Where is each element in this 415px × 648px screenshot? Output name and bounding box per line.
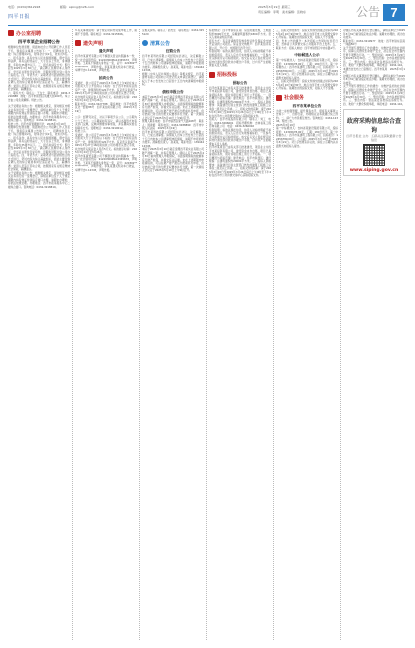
section-marker-icon bbox=[276, 95, 282, 101]
notice-body: 本通告自发布之日起施行。四平市某局 2025年3月19日 bbox=[343, 67, 405, 74]
notice-body: 管理人联系地址：四平市铁西区紫气大路168号 联系人：周律师 联系电话：0434-3288899 四平市中级人民法院 2025年3月19日 bbox=[142, 120, 204, 130]
notice-title: 遗失声明 bbox=[98, 49, 114, 53]
section-marker-icon bbox=[8, 30, 14, 36]
notice-body: 联系电话：0434-3219977 地址：四平市铁东区南一纬路56号 bbox=[343, 39, 405, 46]
notice bbox=[209, 29, 271, 68]
column-3 bbox=[142, 29, 204, 640]
notice-body: 为进一步加强管理，提升服务水平，现将有关事项公告如下：一、自即日起，办理相关业务须通过线上预约。二、请广大市民相互转告。咨询电话：0434-12345。特此公告。 bbox=[276, 109, 338, 123]
notice-title: 四平市某企业招聘公告 bbox=[18, 39, 60, 44]
notice bbox=[276, 104, 338, 149]
section-header bbox=[209, 71, 271, 79]
notice-body: 受委托，我公司定于2025年3月28日上午9时在本公司拍卖大厅公开拍卖以下标的：位于四平市铁东区的房产一处，建筑面积约120平方米。有意竞买者请于2025年3月27日16时前到我公司办理竞买登记手续，并交纳竞买保证金人民币5万元。标的展示时间：2025年3月24日至3月26日。 bbox=[75, 133, 137, 154]
notice-title: 债权申报公告 bbox=[162, 89, 184, 94]
column-divider bbox=[273, 29, 274, 640]
notice-body: 根据单位发展需要，现面向社会公开招聘工作人员若干名，现将有关事项公告如下：一、招聘岗位及人数：综合管理岗2名，财务会计岗1名，技术员3名。二、报名条件：具有中华人民共和国国籍，遵守宪法和法律，具有良好的品行，大专及以上学历，身体健康，年龄在35周岁以下。三、报名时间及方式：即日起至2025年3月30日止，请应聘人员携带本人身份证、学历证书原件及复印件、近期免冠照片到公司办公室报名。四、考试方式：采取笔试与面试相结合的方式进行，笔试内容为综合基础知识，面试主要考察应聘人员的综合素质和岗位适应能力。五、薪酬待遇：录用人员签订劳动合同，按照国家有关规定缴纳社会保险，薪酬面议。 bbox=[8, 46, 70, 91]
notice-body: 3.有关事项说明：请于规定时间内完成申报工作，逾期不予受理。联系电话：0434-3215566。 bbox=[75, 29, 137, 36]
column-5 bbox=[276, 29, 338, 640]
notice-body: 第一中标候选人：吉林省某建设集团有限公司，投标报价：12345678.00元，工期：180日历天。第二中标候选人：四平市某建筑工程有限公司，投标报价：12456789.00元。公示期：2025年3月19日至2025年3月21日。对公示结果有异议的，请在公示期内以书面形式向招标人提出。 bbox=[276, 127, 338, 148]
notice-body: 联系电话：0434-3227788 联系地址：四平市铁西区北一经街88号 四平某拍卖有限公司 2025年3月19日 bbox=[75, 102, 137, 113]
column-6 bbox=[343, 29, 405, 640]
notice bbox=[75, 76, 137, 114]
notice-body: 三、投标文件的递交：投标文件递交的截止时间为2025年4月10日9时30分，地点为四平市公共资源交易中心开标室。逾期送达的投标文件，招标人不予受理。 bbox=[276, 80, 338, 90]
ad-url: www.siping.gov.cn bbox=[349, 168, 399, 173]
notice bbox=[276, 53, 338, 91]
notice-body: 报名方式：有意者请携带有效身份证件及保证金交纳凭证到我公司报名。保证金交纳账户：四平某拍卖有限公司，开户行：中国银行四平分行。 bbox=[209, 39, 271, 50]
masthead-email: 邮箱：siping@126.com bbox=[60, 5, 95, 9]
section-header-label: 招标投标 bbox=[217, 72, 238, 78]
notice-title: 招标公告 bbox=[232, 80, 248, 85]
section-header bbox=[75, 39, 137, 47]
notice-title: 中标候选人公示 bbox=[294, 53, 320, 57]
section-header-label: 社会服务 bbox=[284, 95, 305, 101]
masthead-tel: 电话：(0434)3612918 bbox=[8, 5, 41, 9]
section-header-label: 清算公告 bbox=[150, 40, 171, 47]
section-header bbox=[8, 29, 70, 37]
column-divider bbox=[206, 29, 207, 640]
notice-body: 对辖区内有关事项进行登记确认，请相关单位于2025年3月31日前到指定地点办理。逾期未办理的，视为自动放弃。 bbox=[343, 74, 405, 85]
notice-body: 对辖区内有关事项进行登记确认，请相关单位于2025年3月31日前到指定地点办理。逾期未办理的，视为自动放弃。 bbox=[343, 29, 405, 39]
masthead bbox=[8, 5, 408, 23]
column-divider bbox=[139, 29, 140, 640]
notice-body: 招标人：四平市某投资有限公司 联系人：刘工 电话：0434-3266001 招标代理机构：吉林省某工程咨询有限公司 电话：0434-3266002 bbox=[209, 118, 271, 128]
notice bbox=[276, 29, 338, 50]
qr-code-icon bbox=[363, 144, 385, 166]
notice-body: 四平市某科技有限公司经股东会决议，决定解散公司，已成立清算组。请债权人自本公告发布之日起四十五日内向本公司清算组申报债权，逾期不申报的视为放弃。清算组负责人：孙某某，联系电话：13944412345。 bbox=[142, 130, 204, 148]
page-number-badge: 7 bbox=[383, 4, 405, 21]
advertisement bbox=[343, 109, 405, 176]
notice bbox=[209, 81, 271, 178]
notice bbox=[343, 29, 405, 106]
section-marker-icon bbox=[75, 40, 81, 46]
notice-title: 四平市某单位公告 bbox=[292, 103, 322, 108]
notice-body: 第一中标候选人：吉林省某建设集团有限公司，投标报价：12345678.00元，工期：180日历天。第二中标候选人：四平市某建筑工程有限公司，投标报价：12456789.00元。公示期：2025年3月19日至2025年3月21日。对公示结果有异议的，请在公示期内以书面形式向招标人提出。 bbox=[276, 59, 338, 80]
column-2 bbox=[75, 29, 137, 640]
section-header bbox=[276, 94, 338, 102]
notice bbox=[142, 90, 204, 173]
notice-title: 拍卖公告 bbox=[98, 75, 114, 80]
notice-body: 标的情况：四平市铁东区某厂房及附属设施，土地面积约3000平方米，房屋建筑面积约1800平方米。竞买人须具备相应资质。 bbox=[209, 29, 271, 39]
column-divider bbox=[340, 29, 341, 640]
masthead-editors: 责任编辑：李明 美术编辑：张晓东 bbox=[258, 10, 307, 14]
notice-title: 注销公告 bbox=[165, 49, 181, 53]
notice-body: 四平市某项目已由有关部门批准建设，项目业主为四平市某投资有限公司，建设资金来自自筹，项目已具备招标条件，现对该项目施工进行公开招标。一、项目概况与招标范围：建设地点：四平市铁西区；建设规模：总建筑面积约20000平方米。二、投标人资格要求：具备建设行政主管部门核发的建筑工程施工总承包二级及以上资质。三、招标文件的获取：请于2025年3月20日至2025年3月26日每日上午9时至下午4时在四平市公共资源交易中心获取招标文件。 bbox=[209, 86, 271, 118]
notice-body: 四平市某商贸有限公司不慎遗失营业执照副本一份，统一社会信用代码：91220300MA1234567X，声明作废。王某某不慎遗失身份证一张，证号：220302************，声明作废。李某某遗失机动车行驶证，车牌号吉C·12345，声明作废。 bbox=[75, 154, 137, 172]
notice-body: 关于开展专项整治工作的通告：为维护良好的社会秩序，保障人民群众生命财产安全，决定在全市范围内开展专项整治行动。一、整治时间：2025年3月20日至2025年6月30日。二、整治范围：全市各类经营场所。三、整治内容：依法查处各类违法违规行为。四、欢迎广大群众积极举报，举报电话：0434-110。 bbox=[343, 46, 405, 67]
newspaper-logo: 四平日报 bbox=[8, 14, 31, 20]
notice bbox=[75, 49, 137, 73]
notice-body: 四平市某商贸有限公司不慎遗失营业执照副本一份，统一社会信用代码：91220300MA1234567X，声明作废。王某某不慎遗失身份证一张，证号：220302************，声明作废。李某某遗失机动车行驶证，车牌号吉C·12345，声明作废。 bbox=[75, 55, 137, 72]
notice-body: 四平市某科技有限公司经股东会决议，决定解散公司，已成立清算组。请债权人自本公告发布之日起四十五日内向本公司清算组申报债权，逾期不申报的视为放弃。清算组负责人：孙某某，联系电话：13944412345。 bbox=[142, 55, 204, 72]
header-rule bbox=[8, 25, 408, 26]
notice-body: 公示：经研究决定，对以下事项予以公示，公示期为七个工作日。公示期间如有异议，请以书面形式向有关部门反映，反映问题要实事求是，并签署真实姓名和联系方式。受理电话：0434-3210012。 bbox=[75, 116, 137, 130]
notice bbox=[8, 39, 70, 102]
section-header-label: 遗失声明 bbox=[83, 40, 104, 47]
notice bbox=[142, 49, 204, 87]
notice-body: 受委托，我公司定于2025年3月28日上午9时在本公司拍卖大厅公开拍卖以下标的：位于四平市铁东区的房产一处，建筑面积约120平方米。有意竞买者请于2025年3月27日16时前到我公司办理竞买登记手续，并交纳竞买保证金人民币5万元。标的展示时间：2025年3月24日至3月26日。 bbox=[75, 81, 137, 102]
section-header-label: 办公室招聘 bbox=[16, 30, 42, 37]
notice-body: 六、联系方式：联系人：王女士 联系电话：0434-3216888 地址：四平市铁西区英雄大街100号。本公告由公司负责解释。特此公告。 bbox=[8, 91, 70, 102]
notice-body: 关于受理业务的公告：根据相关规定，现对辖区内相关业务进行统一受理登记，请相关单位及个人于规定期限内持有效证件到指定窗口办理。逾期未办理的，将依法依规处理。办理地点：四平市政务服务中心二楼综合窗口。咨询电话：0434-3218810。 bbox=[8, 171, 70, 189]
section-marker-icon bbox=[142, 40, 148, 46]
notice-body: 根据《中华人民共和国公司法》等相关规定，四平某建材有限公司拟向公司登记机关申请注销登记，请债权人于本公告发布之日起四十五日内向清算组申报债权。 bbox=[142, 72, 204, 86]
section-marker-icon bbox=[209, 72, 215, 78]
notice-body: 关于受理业务的公告：根据相关规定，现对辖区内相关业务进行统一受理登记，请相关单位及个人于规定期限内持有效证件到指定窗口办理。逾期未办理的，将依法依规处理。办理地点：四平市政务服务中心二楼综合窗口。咨询电话：0434-3218810。 bbox=[8, 105, 70, 122]
notice-body: 关于开展专项整治工作的通告：为维护良好的社会秩序，保障人民群众生命财产安全，决定在全市范围内开展专项整治行动。一、整治时间：2025年3月20日至2025年6月30日。二、整治范围：全市各类经营场所。三、整治内容：依法查处各类违法违规行为。四、欢迎广大群众积极举报，举报电话：0434-110。 bbox=[343, 85, 405, 106]
notice-body: 2025年3月19日 bbox=[276, 123, 296, 127]
notice-body: 本院于2025年3月10日裁定受理四平某实业有限公司破产清算一案，并指定管理人。债权人应于2025年4月30日前向管理人申报债权，书面说明债权的数额和有无财产担保，并提交有关证据。未在上述期限内申报债权的，可以在破产财产最后分配前补充申报，但对此前已进行的分配无权要求补充分配。第一次债权人会议定于2025年5月10日上午9时召开。 bbox=[142, 95, 204, 120]
notice-body: 特此公告。四平市某管理委员会 2025年3月19日 bbox=[8, 122, 67, 126]
notice-body: 特别说明：标的以现状拍卖，拍卖人对标的瑕疵不承担担保责任，竞买人应自行实地察看标的，一旦参与竞买即视为认可标的现状。成交后买受人需在规定时间内付清全部价款并办理过户手续，过户所产生的税费由买受人承担。 bbox=[209, 50, 271, 67]
notice-body: 本院于2025年3月10日裁定受理四平某实业有限公司破产清算一案，并指定管理人。债权人应于2025年4月30日前向管理人申报债权，书面说明债权的数额和有无财产担保，并提交有关证据。未在上述期限内申报债权的，可以在破产财产最后分配前补充申报，但对此前已进行的分配无权要求补充分配。第一次债权人会议定于2025年5月10日上午9时召开。 bbox=[142, 148, 204, 172]
notice-body: 及相关资料。联系人：赵先生 联系电话：0434-3255120 bbox=[142, 29, 204, 36]
column-4 bbox=[209, 29, 271, 640]
ad-title: 政府采购信息综合查询 bbox=[346, 119, 401, 134]
notice-body: 根据单位发展需要，现面向社会公开招聘工作人员若干名，现将有关事项公告如下：一、招聘岗位及人数：综合管理岗2名，财务会计岗1名，技术员3名。二、报名条件：具有中华人民共和国国籍，遵守宪法和法律，具有良好的品行，大专及以上学历，身体健康，年龄在35周岁以下。三、报名时间及方式：即日起至2025年3月30日止，请应聘人员携带本人身份证、学历证书原件及复印件、近期免冠照片到公司办公室报名。四、考试方式：采取笔试与面试相结合的方式进行，笔试内容为综合基础知识，面试主要考察应聘人员的综合素质和岗位适应能力。五、薪酬待遇：录用人员签订劳动合同，按照国家有关规定缴纳社会保险，薪酬面议。 bbox=[8, 126, 70, 171]
notice-body: 三、投标文件的递交：投标文件递交的截止时间为2025年4月10日9时30分，地点为四平市公共资源交易中心开标室。逾期送达的投标文件，招标人不予受理。 bbox=[276, 29, 338, 39]
column-divider bbox=[72, 29, 73, 640]
section-title: 公告 bbox=[356, 5, 381, 19]
masthead-date: 2025年3月19日 星期三 bbox=[258, 5, 291, 9]
ad-subtitle: 四平日报社 主办 扫码关注获取最新公告信息 bbox=[346, 134, 402, 142]
section-header bbox=[142, 39, 204, 47]
column-1 bbox=[8, 29, 70, 640]
notice bbox=[75, 116, 137, 172]
notice-body: 特此公示。 bbox=[75, 130, 88, 133]
notice-body: 特别说明：标的以现状拍卖，拍卖人对标的瑕疵不承担担保责任，竞买人应自行实地察看标的，一旦参与竞买即视为认可标的现状。成交后买受人需在规定时间内付清全部价款并办理过户手续，过户所产生的税费由买受人承担。 bbox=[209, 128, 271, 146]
notice-body: 四、发布公告的媒介：本次招标公告同时在四平日报、吉林省公共资源交易公共服务平台上发布。五、联系方式：招标人地址：四平市铁西区中央东路1号。 bbox=[276, 39, 338, 50]
notice bbox=[8, 105, 70, 189]
notice-body: 四平市某项目已由有关部门批准建设，项目业主为四平市某投资有限公司，建设资金来自自筹，项目已具备招标条件，现对该项目施工进行公开招标。一、项目概况与招标范围：建设地点：四平市铁西区；建设规模：总建筑面积约20000平方米。二、投标人资格要求：具备建设行政主管部门核发的建筑工程施工总承包二级及以上资质。三、招标文件的获取：请于2025年3月20日至2025年3月26日每日上午9时至下午4时在四平市公共资源交易中心获取招标文件。 bbox=[209, 146, 271, 177]
